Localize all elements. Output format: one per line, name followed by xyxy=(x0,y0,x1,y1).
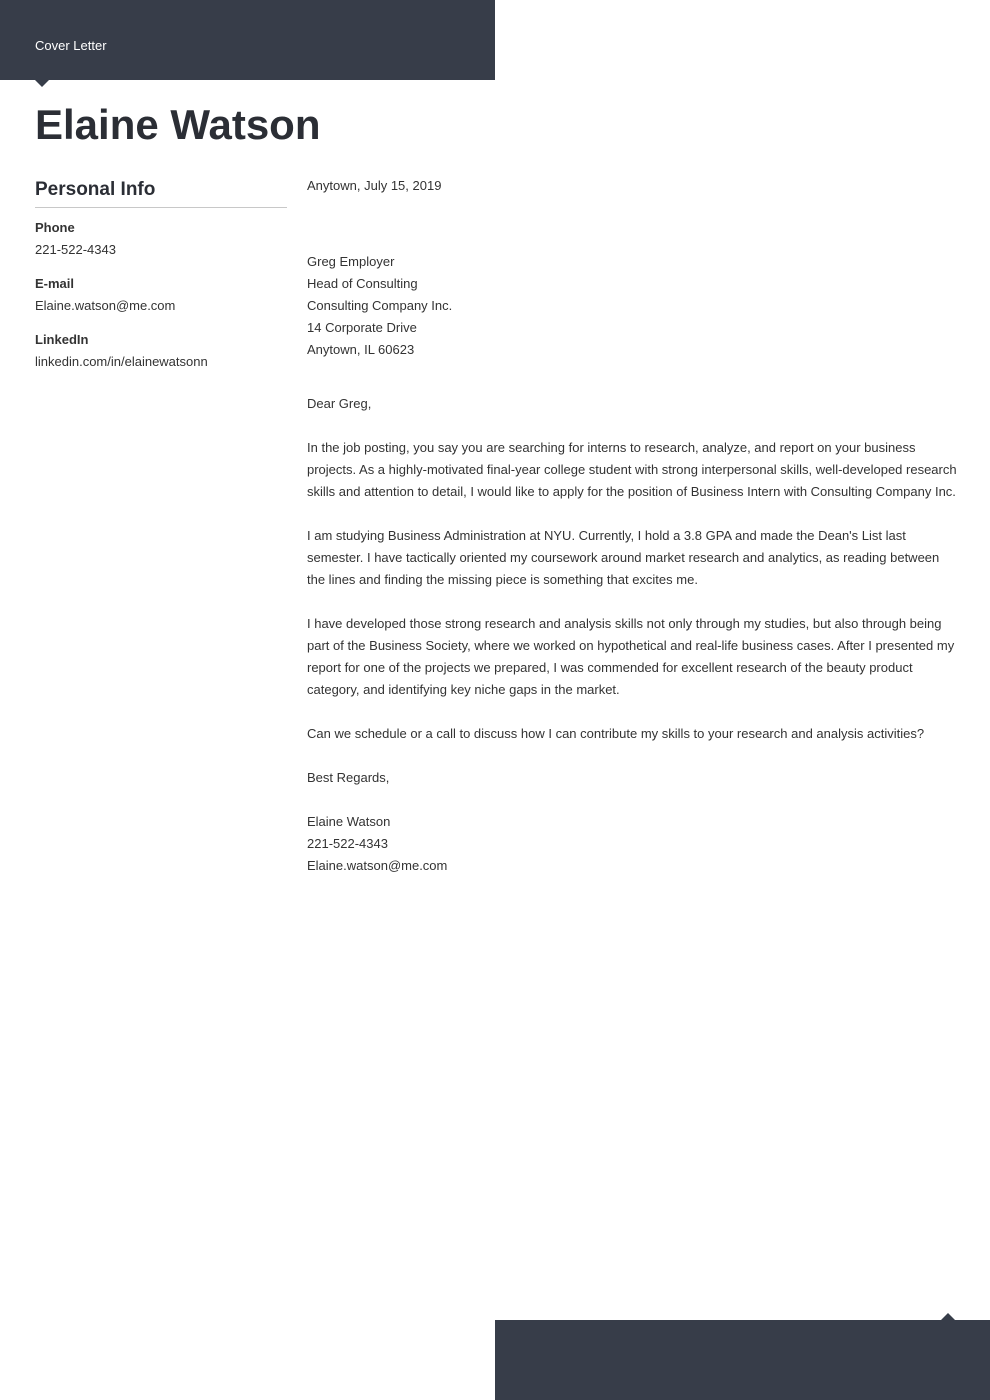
phone-label: Phone xyxy=(35,220,75,235)
recipient-title: Head of Consulting xyxy=(307,276,418,291)
letter-paragraph: I am studying Business Administration at NYU. Currently, I hold a 3.8 GPA and made the Dean's List last semester. I have tactically oriented my coursework around market research and analytics, as reading between the lines and finding the missing piece is something that excites me. xyxy=(307,528,940,587)
recipient-city: Anytown, IL 60623 xyxy=(307,342,415,357)
email-label: E-mail xyxy=(35,276,75,291)
linkedin-label: LinkedIn xyxy=(35,332,89,347)
letter-body xyxy=(307,175,957,877)
recipient-name: Greg Employer xyxy=(307,254,395,269)
applicant-name: Elaine Watson xyxy=(35,101,321,148)
salutation: Dear Greg, xyxy=(307,396,372,411)
letter-paragraph: Can we schedule or a call to discuss how I can contribute my skills to your research and analysis activities? xyxy=(307,726,925,741)
personal-info-sidebar xyxy=(35,178,287,373)
letter-date: Anytown, July 15, 2019 xyxy=(307,178,442,193)
phone-value: 221-522-4343 xyxy=(35,242,116,257)
personal-info-title: Personal Info xyxy=(35,178,287,208)
closing: Best Regards, xyxy=(307,770,390,785)
footer-band xyxy=(495,1320,990,1400)
signature-name: Elaine Watson xyxy=(307,814,391,829)
email-value: Elaine.watson@me.com xyxy=(35,298,176,313)
header-band xyxy=(0,0,495,80)
header-notch-decoration xyxy=(35,80,49,87)
signature-phone: 221-522-4343 xyxy=(307,836,388,851)
letter-paragraph: In the job posting, you say you are searching for interns to research, analyze, and report on your business projects. As a highly-motivated final-year college student with strong interpersonal skills, well-developed research skills and attention to detail, I would like to apply for the position of Business Intern with Consulting Company Inc. xyxy=(307,440,957,499)
footer-notch-decoration xyxy=(941,1313,955,1320)
document-type-label: Cover Letter xyxy=(35,38,107,53)
linkedin-value: linkedin.com/in/elainewatsonn xyxy=(35,354,208,369)
signature-email: Elaine.watson@me.com xyxy=(307,858,448,873)
signature-block xyxy=(307,811,957,877)
recipient-company: Consulting Company Inc. xyxy=(307,298,453,313)
recipient-block xyxy=(307,251,957,361)
recipient-street: 14 Corporate Drive xyxy=(307,320,417,335)
letter-paragraph: I have developed those strong research and analysis skills not only through my studies, but also through being part of the Business Society, where we worked on hypothetical and real-life business cases. After I presented my report for one of the projects we prepared, I was commended for excellent research of the beauty product category, and identifying key niche gaps in the market. xyxy=(307,616,955,697)
